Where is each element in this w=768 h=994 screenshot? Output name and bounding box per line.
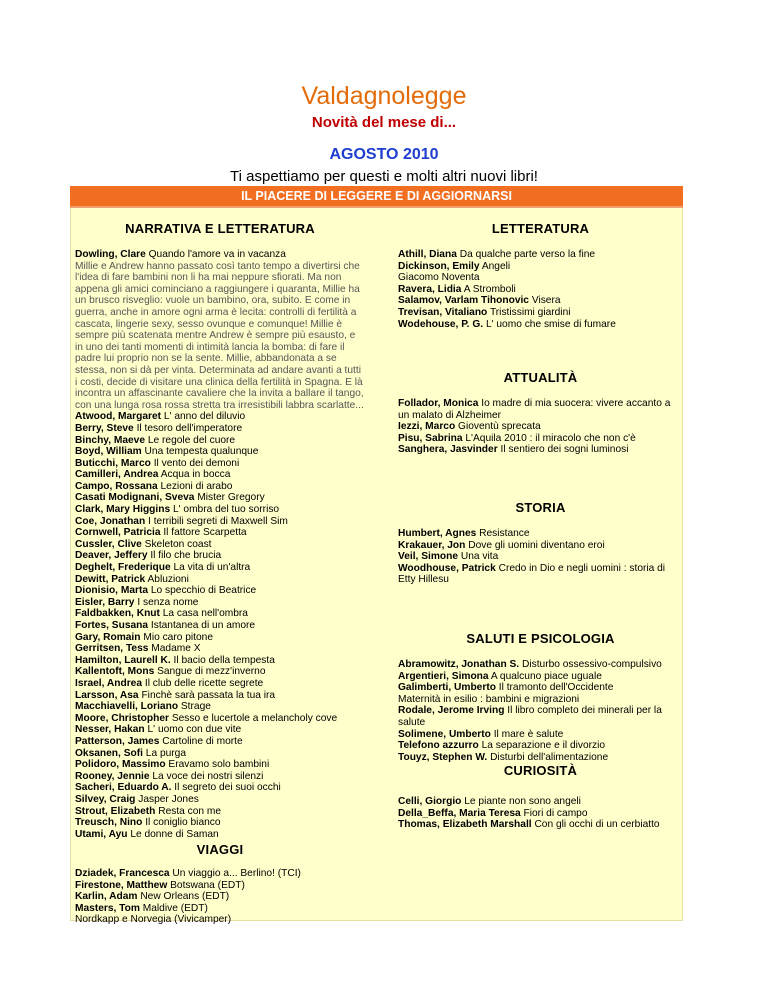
list-item <box>398 433 683 445</box>
list-item <box>398 528 683 540</box>
book-title: Resistance <box>479 528 530 539</box>
list-item <box>398 694 683 706</box>
list-item <box>75 608 365 620</box>
list-item <box>398 319 683 331</box>
book-author: Rodale, Jerome Irving <box>398 705 505 717</box>
book-author: Dickinson, Emily <box>398 260 480 272</box>
book-title: Finchè sarà passata la tua ira <box>141 689 276 701</box>
book-author: Karlin, Adam <box>75 891 138 903</box>
list-item <box>75 597 365 609</box>
list-item <box>398 551 683 563</box>
book-title: Il libro completo dei minerali per la salute <box>398 705 662 728</box>
book-title: Disturbi dell'alimentazione <box>490 751 609 763</box>
book-author: Boyd, William <box>75 446 142 458</box>
list-item <box>75 527 365 539</box>
list-item <box>75 411 365 423</box>
list-item <box>75 903 365 915</box>
book-title: Disturbo ossessivo-compulsivo <box>521 659 662 670</box>
book-author: Fortes, Susana <box>75 620 149 631</box>
book-author: Macchiavelli, Loriano <box>75 701 179 713</box>
book-author: Cussler, Clive <box>75 538 142 550</box>
book-title: Credo in Dio e negli uomini : storia di Etty Hillesu <box>398 562 666 586</box>
list-item <box>75 914 365 926</box>
book-author: Casati Modignani, Sveva <box>75 492 195 504</box>
book-author: Polidoro, Massimo <box>75 759 166 771</box>
list-item <box>75 469 365 481</box>
book-title: Fiori di campo <box>523 807 588 819</box>
book-title: Angeli <box>481 260 511 272</box>
salute-title: SALUTI E PSICOLOGIA <box>466 631 615 646</box>
book-title: Giacomo Noventa <box>398 272 480 284</box>
book-author: Sacheri, Eduardo A. <box>75 782 172 794</box>
book-author: Oksanen, Sofi <box>75 747 143 759</box>
book-author: Touyz, Stephen W. <box>398 751 488 763</box>
narrativa-list <box>75 249 365 840</box>
book-author: Dewitt, Patrick <box>75 573 146 585</box>
book-author: Cornwell, Patricia <box>75 527 161 539</box>
book-title: Gioventù sprecata <box>458 421 541 433</box>
book-author: Coe, Jonathan <box>75 515 146 527</box>
list-item <box>75 829 365 841</box>
book-author: Larsson, Asa <box>75 689 139 701</box>
book-title: Sesso e lucertole a melancholy cove <box>171 712 338 724</box>
book-author: Deghelt, Frederique <box>75 562 171 574</box>
list-item <box>75 492 365 504</box>
book-author: Abramowitz, Jonathan S. <box>398 659 520 670</box>
attualita-title: ATTUALITÀ <box>503 370 578 385</box>
book-author: Treusch, Nino <box>75 817 143 829</box>
list-item <box>75 736 365 748</box>
book-title: I senza nome <box>137 596 199 608</box>
list-item <box>75 516 365 528</box>
book-title: La voce dei nostri silenzi <box>152 770 264 782</box>
list-item <box>75 748 365 760</box>
list-item <box>75 782 365 794</box>
book-author: Patterson, James <box>75 735 160 747</box>
book-author: Camilleri, Andrea <box>75 469 159 481</box>
list-item <box>398 307 683 319</box>
book-title: Strage <box>180 701 211 713</box>
list-item <box>398 671 683 683</box>
letteratura-list <box>398 249 683 330</box>
list-item <box>398 819 683 831</box>
book-title: La vita di un'altra <box>173 562 251 574</box>
book-title: Un viaggio a... Berlino! (TCI) <box>172 868 301 879</box>
book-title: Mio caro pitone <box>143 631 213 643</box>
list-item <box>75 666 365 678</box>
book-title: Skeleton coast <box>144 538 212 550</box>
book-title: L' uomo che smise di fumare <box>485 318 616 330</box>
list-item <box>75 643 365 655</box>
book-author: Ravera, Lidia <box>398 283 462 295</box>
book-title: Il filo che brucia <box>150 550 222 562</box>
letteratura-title: LETTERATURA <box>491 221 590 236</box>
book-author: Krakauer, Jon <box>398 539 466 551</box>
list-item <box>75 759 365 771</box>
book-author: Israel, Andrea <box>75 677 143 689</box>
list-item <box>398 705 683 728</box>
book-title: La casa nell'ombra <box>162 608 248 620</box>
book-title: Le donne di Saman <box>130 828 219 840</box>
book-title: Maternità in esilio : bambini e migrazioni <box>398 693 580 705</box>
list-item <box>75 713 365 725</box>
book-title: Le regole del cuore <box>147 434 236 446</box>
book-title: Il vento dei demoni <box>153 457 240 469</box>
list-item <box>75 504 365 516</box>
book-title: Visera <box>531 295 561 307</box>
book-title: Il fattore Scarpetta <box>163 527 247 539</box>
list-item <box>398 540 683 552</box>
book-title: Quando l'amore va in vacanza <box>148 249 286 260</box>
attualita-list <box>398 398 683 456</box>
month-heading: AGOSTO 2010 <box>329 146 439 163</box>
list-item <box>398 249 683 261</box>
list-item <box>75 585 365 597</box>
list-item <box>398 796 683 808</box>
book-author: Faldbakken, Knut <box>75 608 160 620</box>
book-title: Il tramonto dell'Occidente <box>498 682 614 694</box>
book-author: Thomas, Elizabeth Marshall <box>398 819 532 831</box>
book-title: Maldive (EDT) <box>142 902 208 914</box>
book-description: Millie e Andrew hanno passato così tanto tempo a divertirsi che l'idea di fare bambini non li ha mai neppure sfiorati. Ma non appena gli amici cominciano a raggiungere i quaranta, Millie ha un brusco risveglio: vuole un bambino, ora, subito. E come in guerra, anche in amore ogni arma è lecita: controlli di fertilità a cascata, lingerie sexy, sesso ovunque e comunque! Millie è sempre più scatenata mentre Andrew è sempre più esausto, e in uno dei tanti momenti di intimità lancia la bomba: di fare il padre lui proprio non se la sente. Millie, abbandonata a se stessa, non si dà per vinta. Determinata ad andare avanti a tutti i costi, decide di visitare una clinica della fertilità in Spagna. E là incontra un affascinante cavaliere che la invita a ballare il tango, con una lunga rosa rossa stretta tra irresistibili labbra scarlatte... <box>75 260 364 411</box>
list-item <box>398 295 683 307</box>
list-item <box>75 435 365 447</box>
book-title: Istantanea di un amore <box>150 620 256 631</box>
curiosita-list <box>398 796 683 831</box>
book-author: Strout, Elizabeth <box>75 805 156 817</box>
book-title: Sangue di mezz'inverno <box>157 666 266 678</box>
book-title: Eravamo solo bambini <box>168 759 270 771</box>
book-title: L'Aquila 2010 : il miracolo che non c'è <box>465 432 636 444</box>
book-author: Gary, Romain <box>75 631 141 643</box>
book-author: Wodehouse, P. G. <box>398 318 484 330</box>
book-author: Deaver, Jeffery <box>75 550 148 562</box>
book-title: Le piante non sono angeli <box>464 796 581 807</box>
book-author: Nesser, Hakan <box>75 724 145 736</box>
site-title: Valdagnolegge <box>301 82 467 110</box>
list-item <box>75 771 365 783</box>
book-title: Una tempesta qualunque <box>144 446 259 458</box>
list-item <box>398 740 683 752</box>
narrativa-items <box>75 411 365 840</box>
book-title: Il mare è salute <box>493 728 564 740</box>
list-item <box>75 423 365 435</box>
book-title: L' uomo con due vite <box>147 724 242 736</box>
list-item <box>75 868 365 880</box>
list-item <box>75 655 365 667</box>
book-title: Il bacio della tempesta <box>173 654 275 666</box>
list-item <box>398 398 683 421</box>
book-title: La separazione e il divorzio <box>481 740 606 752</box>
list-item <box>398 563 683 586</box>
list-item <box>75 562 365 574</box>
book-title: Acqua in bocca <box>160 469 231 481</box>
book-title: Cartoline di morte <box>162 735 243 747</box>
book-title: Dove gli uomini diventano eroi <box>468 539 605 551</box>
book-author: Sanghera, Jasvinder <box>398 444 498 456</box>
page-subtitle: Novità del mese di... <box>311 114 457 131</box>
list-item <box>75 458 365 470</box>
book-title: Il club delle ricette segrete <box>144 677 264 689</box>
list-item <box>75 550 365 562</box>
book-author: Celli, Giorgio <box>398 796 462 807</box>
list-item <box>75 806 365 818</box>
book-title: Lo specchio di Beatrice <box>150 585 257 597</box>
list-item <box>75 880 365 892</box>
book-title: Abluzioni <box>147 573 189 585</box>
book-author: Iezzi, Marco <box>398 421 456 433</box>
book-author: Woodhouse, Patrick <box>398 562 496 574</box>
book-title: Resta con me <box>158 805 222 817</box>
book-author: Veil, Simone <box>398 551 459 563</box>
book-author: Dziadek, Francesca <box>75 868 170 879</box>
book-author: Athill, Diana <box>398 249 457 260</box>
storia-title: STORIA <box>515 500 566 515</box>
book-author: Gerritsen, Tess <box>75 643 149 655</box>
book-author: Silvey, Craig <box>75 793 136 805</box>
book-author: Binchy, Maeve <box>75 434 146 446</box>
book-title: I terribili segreti di Maxwell Sim <box>148 515 288 527</box>
narrativa-title: NARRATIVA E LETTERATURA <box>125 221 315 236</box>
viaggi-list <box>75 868 365 926</box>
book-title: Mister Gregory <box>197 492 265 504</box>
book-title: Il sentiero dei sogni luminosi <box>500 444 629 456</box>
list-item <box>75 817 365 829</box>
list-item <box>75 632 365 644</box>
list-item <box>75 724 365 736</box>
book-title: Una vita <box>460 551 499 563</box>
book-title: Lezioni di arabo <box>160 480 233 492</box>
book-author: Buticchi, Marco <box>75 457 151 469</box>
list-item <box>75 249 365 261</box>
list-item <box>398 421 683 433</box>
book-title: New Orleans (EDT) <box>140 891 230 903</box>
book-author: Follador, Monica <box>398 398 479 409</box>
book-title: L' ombra del tuo sorriso <box>172 504 280 516</box>
book-author: Humbert, Agnes <box>398 528 477 539</box>
list-item <box>75 678 365 690</box>
book-title: Botswana (EDT) <box>170 879 245 891</box>
book-author: Eisler, Barry <box>75 596 135 608</box>
list-item <box>398 659 683 671</box>
book-author: Campo, Rossana <box>75 480 158 492</box>
book-author: Salamov, Varlam Tihonovic <box>398 295 529 307</box>
book-author: Moore, Christopher <box>75 712 169 724</box>
band-divider <box>70 206 683 208</box>
book-author: Della_Beffa, Maria Teresa <box>398 807 521 819</box>
book-title: Da qualche parte verso la fine <box>459 249 596 260</box>
book-author: Solimene, Umberto <box>398 728 491 740</box>
book-author: Dionisio, Marta <box>75 585 149 597</box>
invite-text: Ti aspettiamo per questi e molti altri nuovi libri! <box>230 168 538 185</box>
list-item <box>398 729 683 741</box>
book-author: Utami, Ayu <box>75 828 128 840</box>
book-author: Rooney, Jennie <box>75 770 150 782</box>
book-title: Tristissimi giardini <box>489 306 571 318</box>
book-title: Io madre di mia suocera: vivere accanto a un malato di Alzheimer <box>398 398 671 421</box>
list-item <box>75 794 365 806</box>
book-title: Il coniglio bianco <box>145 817 221 829</box>
list-item <box>398 682 683 694</box>
book-author: Clark, Mary Higgins <box>75 504 171 516</box>
book-author: Berry, Steve <box>75 422 134 434</box>
list-item <box>398 261 683 273</box>
book-title: Nordkapp e Norvegia (Vivicamper) <box>75 914 232 926</box>
book-author: Pisu, Sabrina <box>398 432 463 444</box>
storia-list <box>398 528 683 586</box>
book-title: L' anno del diluvio <box>163 411 246 423</box>
book-author: Argentieri, Simona <box>398 670 489 682</box>
list-item <box>398 272 683 284</box>
book-author: Trevisan, Vitaliano <box>398 306 488 318</box>
book-title: Jasper Jones <box>138 793 199 805</box>
section-band: IL PIACERE DI LEGGERE E DI AGGIORNARSI <box>70 186 683 206</box>
list-item <box>398 752 683 764</box>
book-title: Con gli occhi di un cerbiatto <box>534 819 660 831</box>
list-item <box>398 444 683 456</box>
book-title: A qualcuno piace uguale <box>490 670 602 682</box>
book-author: Masters, Tom <box>75 902 140 914</box>
book-author: Dowling, Clare <box>75 249 146 260</box>
list-item <box>75 446 365 458</box>
list-item <box>398 284 683 296</box>
book-title: La purga <box>145 747 186 759</box>
book-author: Galimberti, Umberto <box>398 682 496 694</box>
list-item <box>75 701 365 713</box>
list-item <box>75 481 365 493</box>
curiosita-title: CURIOSITÀ <box>503 763 578 778</box>
list-item <box>75 620 365 632</box>
book-author: Atwood, Margaret <box>75 411 162 423</box>
book-title: A Stromboli <box>463 283 516 295</box>
list-item <box>75 574 365 586</box>
list-item <box>75 539 365 551</box>
book-title: Madame X <box>151 643 201 655</box>
book-author: Telefono azzurro <box>398 740 479 752</box>
viaggi-title: VIAGGI <box>196 842 244 857</box>
book-title: Il segreto dei suoi occhi <box>174 782 281 794</box>
book-title: Il tesoro dell'imperatore <box>136 422 243 434</box>
list-item <box>75 891 365 903</box>
list-item <box>398 808 683 820</box>
book-author: Hamilton, Laurell K. <box>75 654 171 666</box>
book-author: Firestone, Matthew <box>75 879 168 891</box>
salute-list <box>398 659 683 763</box>
list-item <box>75 690 365 702</box>
book-author: Kallentoft, Mons <box>75 666 155 678</box>
